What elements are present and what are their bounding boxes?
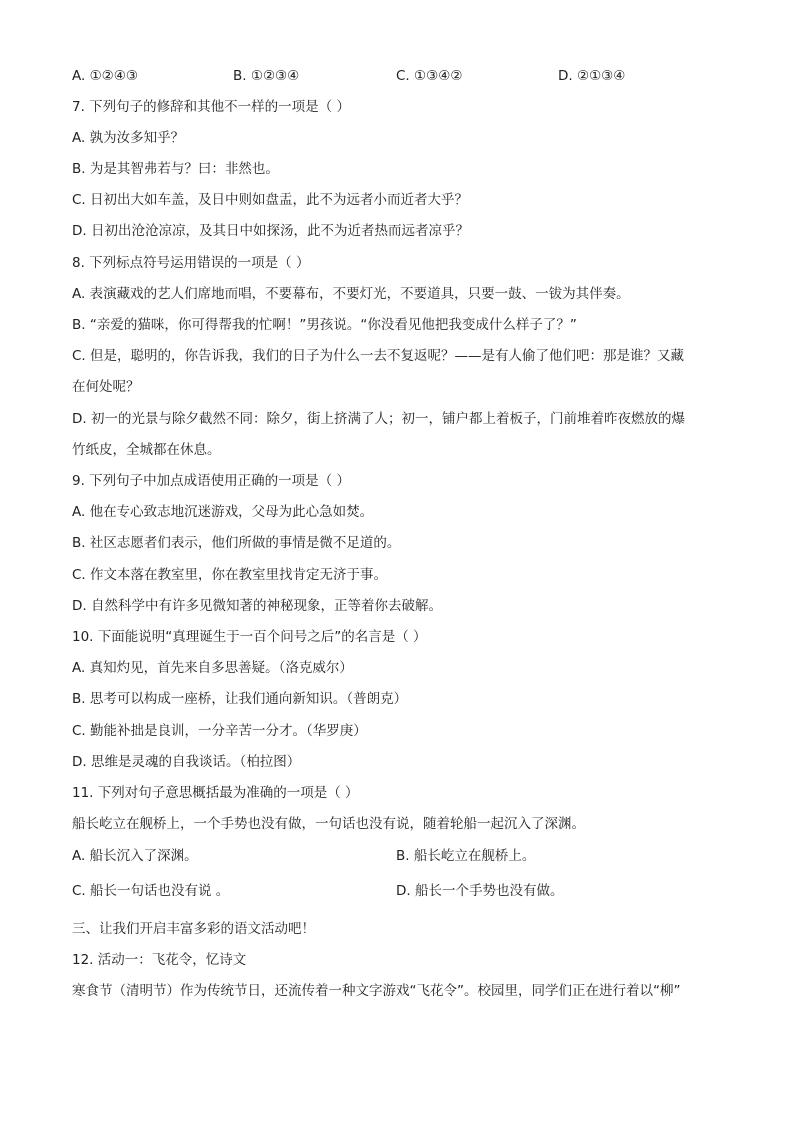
q6-option-a: A. ①②④③ [72,68,138,84]
q8-option-c-line1: C. 但是，聪明的，你告诉我，我们的日子为什么一去不复返呢？——是有人偷了他们吧：那是谁？又藏 [72,348,685,364]
q9-option-a: A. 他在专心致志地沉迷游戏，父母为此心急如焚。 [72,504,374,520]
q9-option-d: D. 自然科学中有许多见微知著的神秘现象，正等着你去破解。 [72,598,442,614]
q11-option-a: A. 船长沉入了深渊。 [72,848,198,864]
q6-option-c: C. ①③④② [396,68,463,84]
q7-option-d: D. 日初出沧沧凉凉，及其日中如探汤，此不为近者热而远者凉乎？ [72,223,469,239]
q11-sentence: 船长屹立在舰桥上，一个手势也没有做，一句话也没有说，随着轮船一起沉入了深渊。 [72,816,585,832]
q7-option-b: B. 为是其智弗若与？曰：非然也。 [72,161,279,177]
q11-option-c: C. 船长一句话也没有说 。 [72,883,230,899]
q6-option-b: B. ①②③④ [233,68,300,84]
section-3-heading: 三、让我们开启丰富多彩的语文活动吧！ [72,921,315,937]
q11-option-b: B. 船长屹立在舰桥上。 [396,848,536,864]
q11-option-d: D. 船长一个手势也没有做。 [396,883,564,899]
q10-stem: 10. 下面能说明“真理诞生于一百个问号之后”的名言是（ ） [72,629,427,645]
q10-option-c: C. 勤能补拙是良训，一分辛苦一分才。（华罗庚） [72,723,367,739]
q12-intro: 寒食节（清明节）作为传统节日，还流传着一种文字游戏“飞花令”。校园里，同学们正在进行着以“柳” [72,983,681,999]
q6-option-d: D. ②①③④ [558,68,626,84]
q10-option-b: B. 思考可以构成一座桥，让我们通向新知识。（普朗克） [72,691,408,707]
q7-option-a: A. 孰为汝多知乎？ [72,130,185,146]
q8-option-b: B. “亲爱的猫咪，你可得帮我的忙啊！”男孩说。“你没看见他把我变成什么样子了？” [72,317,577,333]
q7-option-c: C. 日初出大如车盖，及日中则如盘盂，此不为远者小而近者大乎？ [72,192,469,208]
q8-option-d-line2: 竹纸皮，全城都在休息。 [72,442,221,458]
q8-option-c-line2: 在何处呢？ [72,379,140,395]
q8-option-d-line1: D. 初一的光景与除夕截然不同：除夕，街上挤满了人；初一，铺户都上着板子，门前堆着昨夜燃放的爆 [72,411,685,427]
q9-stem: 9. 下列句子中加点成语使用正确的一项是（ ） [72,473,350,489]
q11-stem: 11. 下列对句子意思概括最为准确的一项是（ ） [72,785,359,801]
q7-stem: 7. 下列句子的修辞和其他不一样的一项是（ ） [72,99,350,115]
q8-option-a: A. 表演藏戏的艺人们席地而唱，不要幕布，不要灯光，不要道具，只要一鼓、一钹为其伴奏。 [72,286,630,302]
q8-stem: 8. 下列标点符号运用错误的一项是（ ） [72,255,310,271]
q12-title: 12. 活动一：飞花令，忆诗文 [72,952,247,968]
q10-option-d: D. 思维是灵魂的自我谈话。（柏拉图） [72,754,301,770]
q9-option-b: B. 社区志愿者们表示，他们所做的事情是微不足道的。 [72,535,401,551]
q9-option-c: C. 作文本落在教室里，你在教室里找肯定无济于事。 [72,567,388,583]
q10-option-a: A. 真知灼见，首先来自多思善疑。（洛克威尔） [72,660,353,676]
